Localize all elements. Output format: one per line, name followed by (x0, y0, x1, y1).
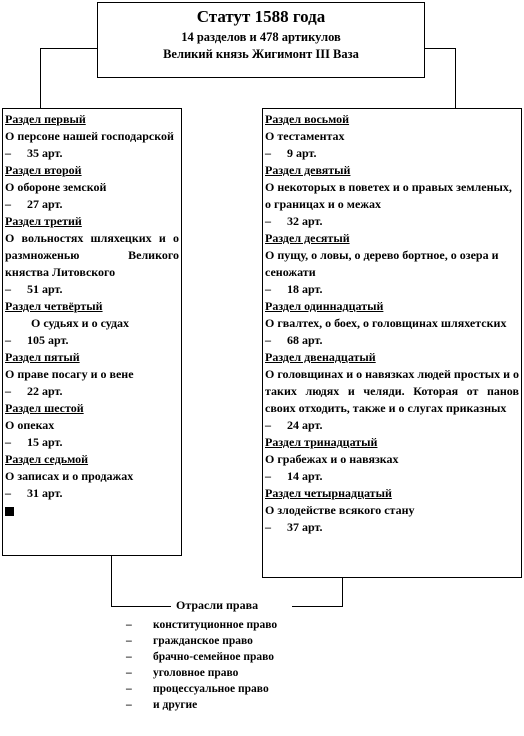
section-description: О гвалтех, о боех, о головщинах шляхетских (265, 316, 507, 330)
section-description: О опеках (5, 418, 55, 432)
section-item (265, 111, 519, 162)
branches-title: Отрасли права (172, 597, 262, 613)
section-heading: Раздел седьмой (5, 452, 89, 466)
left-sections-box (2, 108, 182, 556)
section-heading: Раздел десятый (265, 231, 350, 245)
connector-bottom-right-drop (342, 578, 343, 606)
section-heading: Раздел восьмой (265, 112, 350, 126)
list-item: – конституционное право (126, 619, 278, 631)
section-description: О тестаментах (265, 129, 345, 143)
right-sections-list (263, 109, 521, 536)
section-item (5, 349, 179, 400)
section-articles: – 37 арт. (265, 520, 323, 534)
statute-title: Статут 1588 года (196, 7, 326, 26)
statute-summary: 14 разделов и 478 артикулов (181, 30, 341, 44)
list-item: – уголовное право (126, 667, 239, 679)
section-item (265, 230, 519, 298)
section-articles: – 22 арт. (5, 384, 63, 398)
section-description: О обороне земской (5, 180, 107, 194)
section-articles: – 14 арт. (265, 469, 323, 483)
section-heading: Раздел третий (5, 214, 82, 228)
section-articles: – 24 арт. (265, 418, 323, 432)
section-item (5, 298, 179, 349)
list-item: – и другие (126, 699, 198, 711)
connector-bottom-left-drop (111, 556, 112, 606)
section-heading: Раздел шестой (5, 401, 84, 415)
section-articles: – 9 арт. (265, 146, 317, 160)
section-description: О пущу, о ловы, о дерево бортное, о озера и сеножати (265, 248, 499, 279)
section-articles: – 32 арт. (265, 214, 323, 228)
section-description: О некоторых в повeтех и о правых земленых, о границах и о межах (265, 180, 512, 211)
section-articles: – 31 арт. (5, 486, 63, 500)
section-item (265, 485, 519, 536)
section-heading: Раздел второй (5, 163, 82, 177)
list-item: – гражданское право (126, 635, 253, 647)
section-heading: Раздел двенадцатый (265, 350, 376, 364)
section-description: О злодействе всякого стану (265, 503, 415, 517)
section-description: О праве посагу и о вене (5, 367, 134, 381)
list-item: – брачно-семейное право (126, 651, 275, 663)
section-description: О вольностях шляхецких и о размноженью Великого княства Литовского (5, 231, 179, 279)
section-articles: – 105 арт. (5, 333, 69, 347)
section-heading: Раздел одиннадцатый (265, 299, 384, 313)
connector-right-drop (455, 48, 456, 108)
section-description: О записах и о продажах (5, 469, 134, 483)
section-heading: Раздел четырнадцатый (265, 486, 392, 500)
section-articles: – 18 арт. (265, 282, 323, 296)
section-item (265, 162, 519, 230)
section-description: О судьях и о судах (31, 316, 130, 330)
statute-title-box (97, 2, 425, 78)
section-description: О головщинах и о навязках людей простых и о таких людях и челяди. Которая от панов своих отходить, также и о слугах приказных (265, 367, 520, 415)
connector-top-left (40, 48, 98, 49)
section-item (5, 400, 179, 451)
connector-bottom-right (292, 606, 343, 607)
section-item (265, 434, 519, 485)
section-item (5, 451, 179, 502)
section-item (5, 162, 179, 213)
black-square-marker (5, 507, 14, 516)
section-heading: Раздел первый (5, 112, 86, 126)
left-sections-list (3, 109, 181, 521)
section-description: О грабежах и о навязках (265, 452, 399, 466)
section-heading: Раздел тринадцатый (265, 435, 378, 449)
section-item (265, 298, 519, 349)
list-item: – процессуальное право (126, 683, 269, 695)
connector-bottom-left (111, 606, 171, 607)
connector-left-drop (40, 48, 41, 108)
section-heading: Раздел пятый (5, 350, 80, 364)
section-item (5, 111, 179, 162)
branches-list (126, 617, 277, 713)
section-description: О персоне нашей господарской (5, 129, 174, 143)
statute-prince: Великий князь Жигимонт III Ваза (163, 47, 359, 61)
section-articles: – 15 арт. (5, 435, 63, 449)
section-articles: – 27 арт. (5, 197, 63, 211)
section-item (265, 349, 519, 434)
section-heading: Раздел девятый (265, 163, 351, 177)
connector-top-right (424, 48, 456, 49)
section-heading: Раздел четвёртый (5, 299, 103, 313)
right-sections-box (262, 108, 522, 578)
section-articles: – 35 арт. (5, 146, 63, 160)
section-articles: – 51 арт. (5, 282, 63, 296)
section-item (5, 213, 179, 298)
section-articles: – 68 арт. (265, 333, 323, 347)
